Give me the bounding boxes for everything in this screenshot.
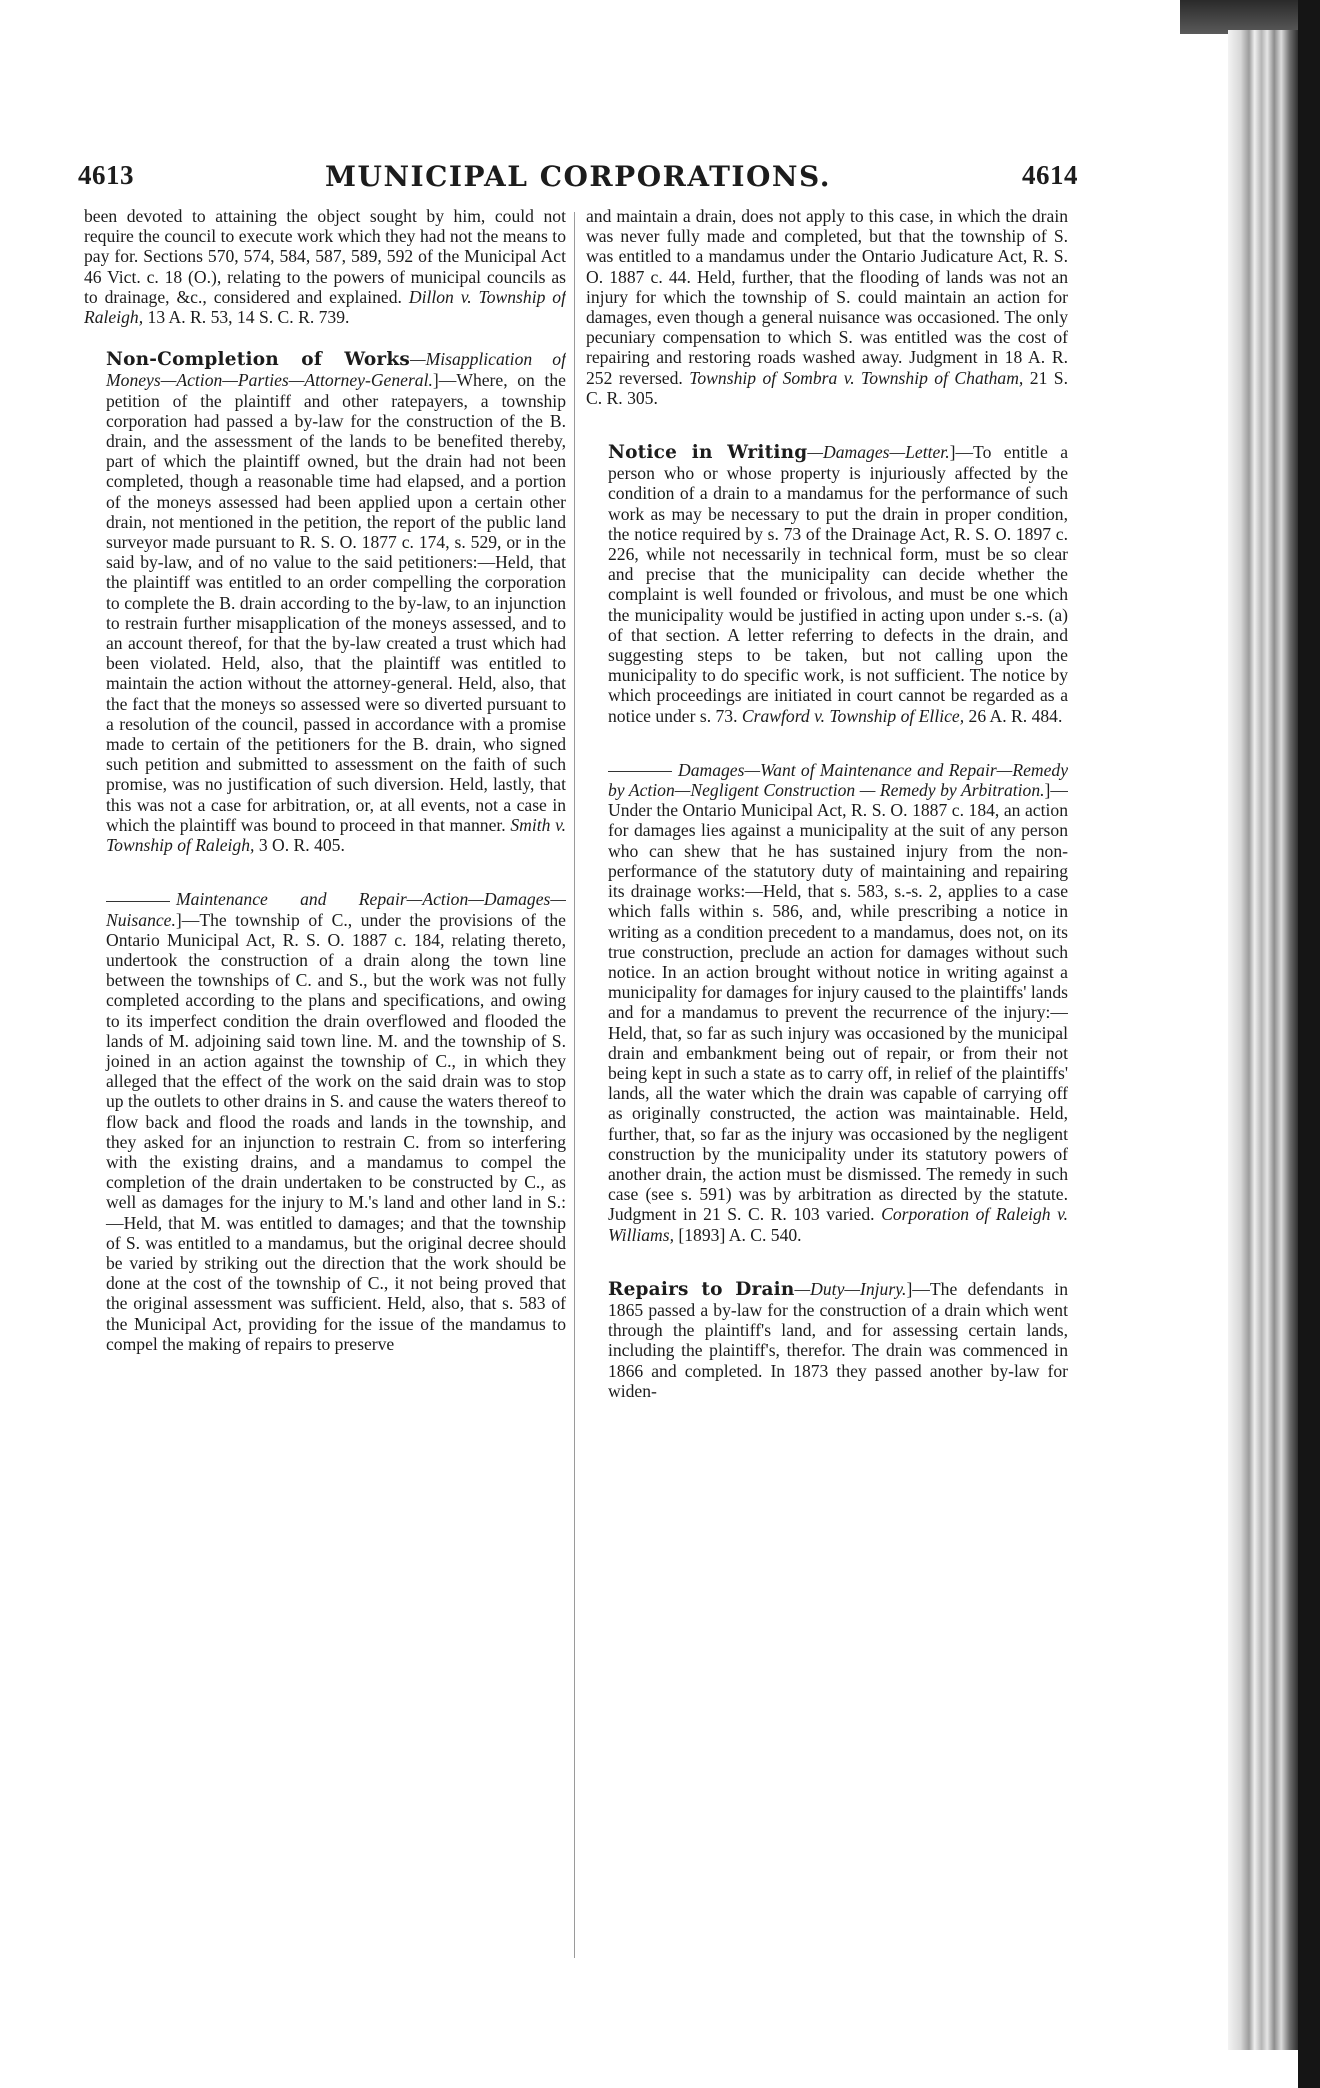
entry-paragraph [84, 889, 566, 1354]
entry-paragraph [586, 1279, 1068, 1401]
entry-subheading: —Duty—Injury. [794, 1278, 907, 1299]
case-citation: 26 A. R. 484. [968, 705, 1063, 726]
page-number-right: 4614 [1022, 160, 1078, 190]
case-name: Township of Sombra v. Township of Chatham, [689, 367, 1024, 388]
entry-heading: Notice in Writing [608, 442, 808, 464]
running-head: MUNICIPAL CORPORATIONS. [325, 160, 831, 193]
page-number-left: 4613 [78, 160, 134, 190]
entry-text: ]—To entitle a person who or whose property is injuriously affected by the condition of a drain to a mandamus for the performance of such work as may be necessary to put the drain in proper condition, the notice required by s. 73 of the Drainage Act, R. S. O. 1897 c. 226, while not necessarily in technical form, must be so clear and precise that the municipality can decide whether the complaint is well founded or frivolous, and must be one which the municipality would be justified in acting upon under s.-s. (a) of that section. A letter referring to defects in the drain, and suggesting steps to be taken, but not calling upon the municipality to do specific work, is not sufficient. The notice by which proceedings are initiated in court cannot be regarded as a notice under s. 73. [608, 442, 1068, 726]
entry-paragraph [586, 442, 1068, 726]
entry-paragraph [586, 760, 1068, 1245]
left-column [84, 206, 566, 1966]
case-citation: [1893] A. C. 540. [678, 1224, 802, 1245]
case-name: Corporation of Raleigh v. Williams, [608, 1204, 1068, 1245]
case-citation: 21 S. C. R. 305. [586, 367, 1068, 408]
right-column [586, 206, 1068, 1966]
entry-heading: Repairs to Drain [608, 1278, 795, 1300]
case-citation: 13 A. R. 53, 14 S. C. R. 739. [147, 307, 350, 328]
book-page-edges [1228, 30, 1298, 2050]
entry-text: ]—Under the Ontario Municipal Act, R. S. O. 1887 c. 184, an action for damages lies against a municipality at the suit of any person who can shew that he has sustained injury from the non-performance of the statutory duty of maintaining and repairing its drainage works:—Held, that s. 583, s.-s. 2, applies to a case which falls within s. 586, and, while prescribing a notice in writing as a condition precedent to a mandamus, does not, on its true construction, preclude an action for damages without such notice. In an action brought without notice in writing against a municipality for damages for injury caused to the plaintiffs' lands and for a mandamus to prevent the recurrence of the injury:—Held, that, so far as such injury was occasioned by the municipal drain and embankment being out of repair, or from their not being kept in such a state as to carry off, in relief of the plaintiffs' lands, all the water which the drain was capable of carrying off as originally constructed, the action was maintainable. Held, further, that, so far as the injury was occasioned by the negligent construction by the municipality under its statutory powers of another drain, the action must be dismissed. The remedy in such case (see s. 591) was by arbitration as directed by the statute. Judgment in 21 S. C. R. 103 varied. [608, 780, 1068, 1225]
entry-subheading: —Damages—Letter. [807, 442, 950, 463]
entry-subheading: Maintenance and Repair—Action—Damages—Nuisance. [106, 889, 566, 930]
entry-text: ]—Where, on the petition of the plaintiff and other ratepayers, a township corporation had passed a by-law for the construction of the B. drain, and the assessment of the lands to be benefited thereby, part of which the plaintiff owned, but the drain had not been completed, though a reasonable time had elapsed, and a portion of the moneys assessed had been applied upon a certain other drain, not mentioned in the petition, the report of the public land surveyor made pursuant to R. S. O. 1877 c. 174, s. 529, or in the said by-law, and of no value to the said petitioners:—Held, that the plaintiff was entitled to an order compelling the corporation to complete the B. drain according to the by-law, to an injunction to restrain further misapplication of the moneys assessed, and to an account thereof, for that the by-law created a trust which had been violated. Held, also, that the plaintiff was entitled to maintain the action without the attorney-general. Held, also, that the fact that the moneys so assessed were so diverted pursuant to a resolution of the council, passed in accordance with a promise made to certain of the petitioners for the B. drain, who signed such petition and submitted to assessment on the faith of such promise, was no justification of such diversion. Held, lastly, that this was not a case for arbitration, or, at all events, not a case in which the plaintiff was bound to proceed in that manner. [106, 370, 566, 835]
entry-paragraph [84, 206, 566, 327]
case-name: Smith v. Township of Raleigh, [106, 814, 566, 856]
case-name: Crawford v. Township of Ellice, [741, 705, 965, 726]
entry-heading: Non-Completion of Works [106, 349, 410, 371]
entry-subheading: —Misapplication of Moneys—Action—Parties—Attorney-General. [106, 349, 566, 391]
case-citation: 3 O. R. 405. [258, 835, 345, 856]
entry-text: ]—The township of C., under the provisions of the Ontario Municipal Act, R. S. O. 1887 c. 184, relating thereto, undertook the construction of a drain along the town line between the townships of C. and S., but the work was not fully completed according to the plans and specifications, and owing to its imperfect condition the drain overflowed and flooded the lands of M. adjoining said town line. M. and the township of S. joined in an action against the township of C., in which they alleged that the effect of the work on the said drain was to stop up the outlets to other drains in S. and cause the waters thereof to flow back and flood the roads and lands in the township, and they asked for an injunction to restrain C. from so interfering with the existing drains, and a mandamus to compel the completion of the drain undertaken to be constructed by C., as well as damages for the injury to M.'s land and other land in S.:—Held, that M. was entitled to damages; and that the township of S. was entitled to a mandamus, but the original decree should be varied by striking out the direction that the work should be done at the cost of the township of C., it not being proved that the original assessment was sufficient. Held, also, that s. 583 of the Municipal Act, providing for the issue of the mandamus to compel the making of repairs to preserve [106, 909, 566, 1354]
entry-subheading: Damages—Want of Maintenance and Repair—Remedy by Action—Negligent Construction — Remedy by Arbitration. [608, 759, 1068, 801]
ditto-rule [608, 771, 672, 772]
page-header [78, 160, 1078, 200]
entry-text: ]—The defendants in 1865 passed a by-law for the construction of a drain which went through the plaintiff's land, and for assessing certain lands, including the plaintiff's, therefor. The drain was commenced in 1866 and completed. In 1873 they passed another by-law for widen- [608, 1278, 1068, 1401]
entry-text: been devoted to attaining the object sought by him, could not require the council to execute work which they had not the means to pay for. Sections 570, 574, 584, 587, 589, 592 of the Municipal Act 46 Vict. c. 18 (O.), relating to the powers of municipal councils as to drainage, &c., considered and explained. [84, 206, 566, 307]
scan-border [1298, 0, 1320, 2088]
entry-paragraph [84, 349, 566, 855]
column-divider [574, 212, 575, 1958]
ditto-rule [106, 901, 170, 902]
entry-paragraph [586, 206, 1068, 408]
entry-text: and maintain a drain, does not apply to this case, in which the drain was never fully made and completed, but that the township of S. was entitled to a mandamus under the Ontario Judicature Act, R. S. O. 1887 c. 44. Held, further, that the flooding of lands was not an injury for which the township of S. could maintain an action for damages, even though a general nuisance was occasioned. The only pecuniary compensation to which S. was entitled was the cost of repairing and restoring roads washed away. Judgment in 18 A. R. 252 reversed. [586, 206, 1068, 388]
case-name: Dillon v. Township of Raleigh, [84, 286, 566, 328]
